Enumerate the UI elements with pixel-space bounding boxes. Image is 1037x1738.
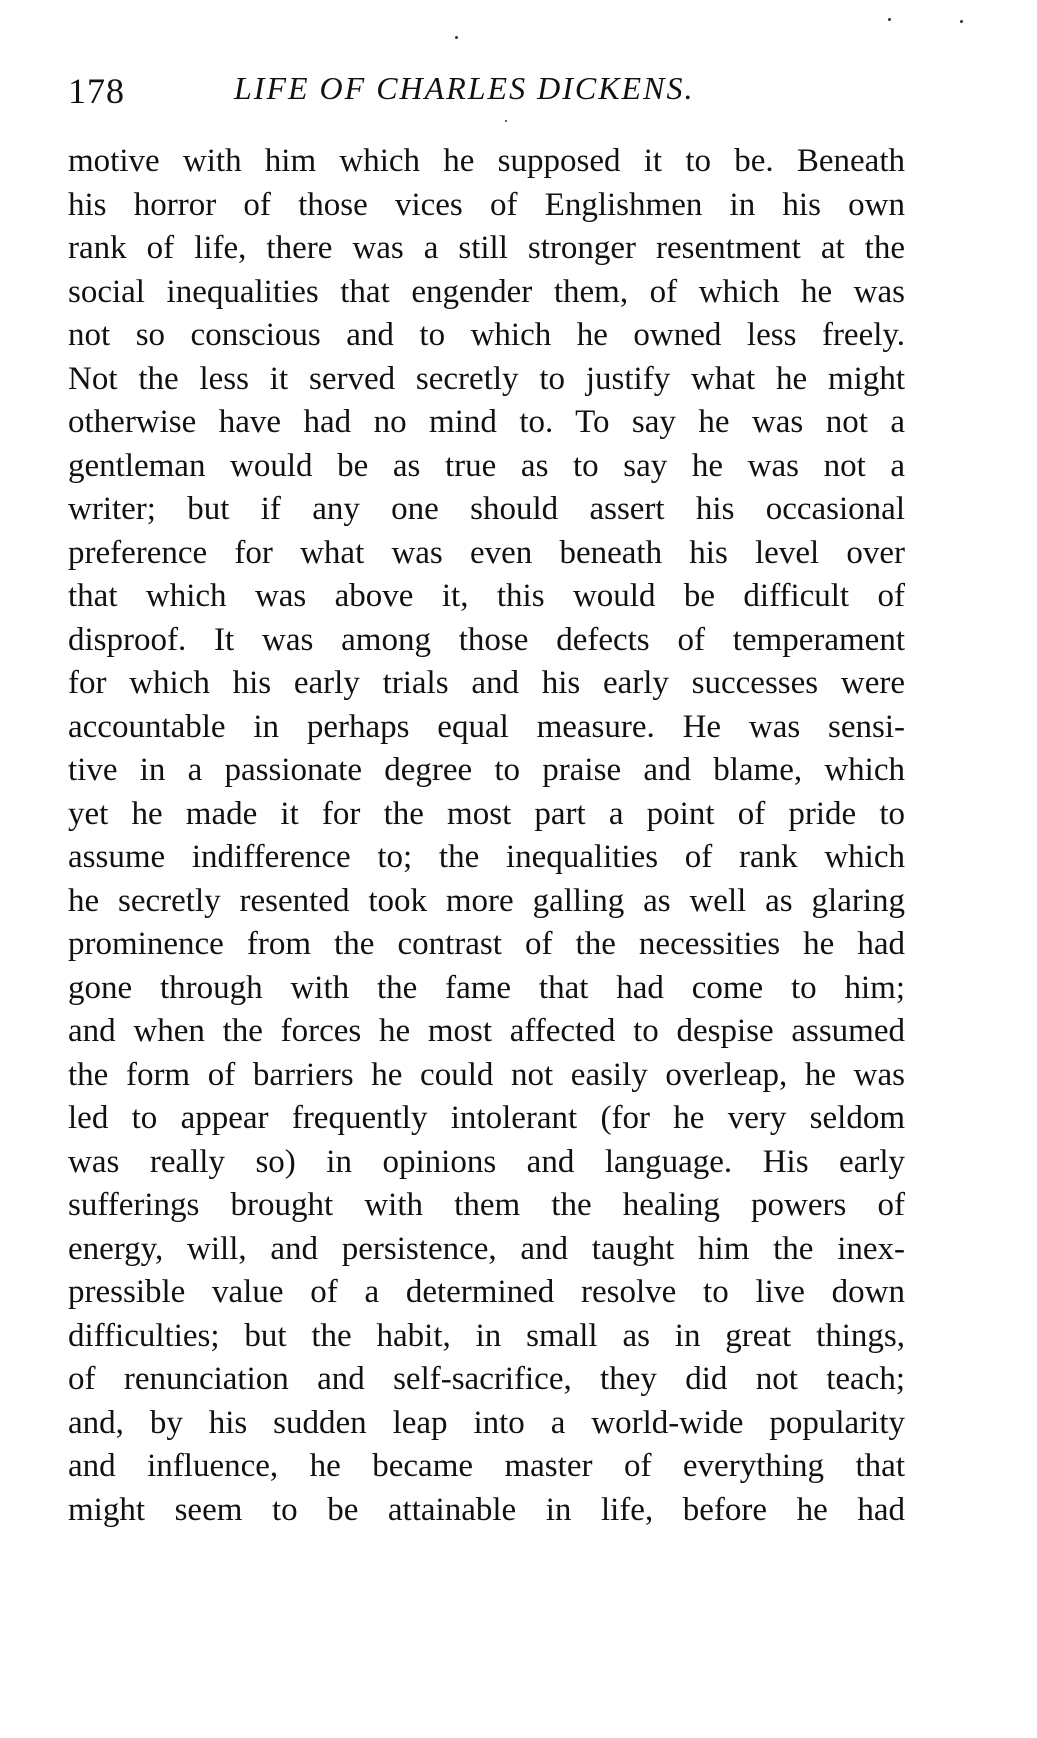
text-line: assume indifference to; the inequalities of rank which [68,839,905,875]
scan-speck [505,120,507,122]
scan-speck [888,18,891,21]
text-line: gentleman would be as true as to say he was not a [68,447,905,484]
text-line: prominence from the contrast of the necessities he had [68,926,905,962]
text-line: Not the less it served secretly to justify what he might [68,360,905,397]
text-line: might seem to be attainable in life, before he had [68,1491,905,1528]
body-text [68,140,905,1532]
text-line: tive in a passionate degree to praise and blame, which [68,752,905,788]
text-line: preference for what was even beneath his level over [68,534,905,571]
text-line: and when the forces he most affected to despise assumed [68,1013,905,1049]
text-line: social inequalities that engender them, of which he was [68,273,905,310]
text-line: accountable in perhaps equal measure. He was sensi- [68,708,905,745]
text-line: and, by his sudden leap into a world-wide popularity [68,1404,905,1441]
text-line: disproof. It was among those defects of temperament [68,621,905,658]
text-line: sufferings brought with them the healing powers of [68,1187,905,1223]
scan-speck [960,20,963,23]
text-line: was really so) in opinions and language. His early [68,1143,905,1180]
text-line: yet he made it for the most part a point of pride to [68,795,905,832]
scan-speck [455,36,458,39]
text-line: rank of life, there was a still stronger resentment at the [68,230,905,266]
text-line: that which was above it, this would be difficult of [68,578,905,614]
text-line: he secretly resented took more galling as well as glaring [68,882,905,919]
text-line: his horror of those vices of Englishmen in his own [68,186,905,223]
text-line: otherwise have had no mind to. To say he was not a [68,404,905,440]
text-line: difficulties; but the habit, in small as in great things, [68,1317,905,1354]
text-line: gone through with the fame that had come to him; [68,969,905,1006]
text-line: of renunciation and self-sacrifice, they did not teach; [68,1361,905,1397]
text-line: for which his early trials and his early successes were [68,665,905,701]
text-line: motive with him which he supposed it to be. Beneath [68,143,905,179]
text-line: led to appear frequently intolerant (for he very seldom [68,1100,905,1136]
text-line: the form of barriers he could not easily overleap, he was [68,1056,905,1093]
running-head: LIFE OF CHARLES DICKENS. [234,70,695,106]
text-line: energy, will, and persistence, and taught him the inex- [68,1230,905,1267]
text-line: and influence, he became master of everything that [68,1448,905,1484]
page-header [68,70,898,120]
text-line: not so conscious and to which he owned less freely. [68,317,905,353]
text-line: writer; but if any one should assert his occasional [68,491,905,527]
text-line: pressible value of a determined resolve to live down [68,1274,905,1310]
page-number: 178 [68,71,125,111]
